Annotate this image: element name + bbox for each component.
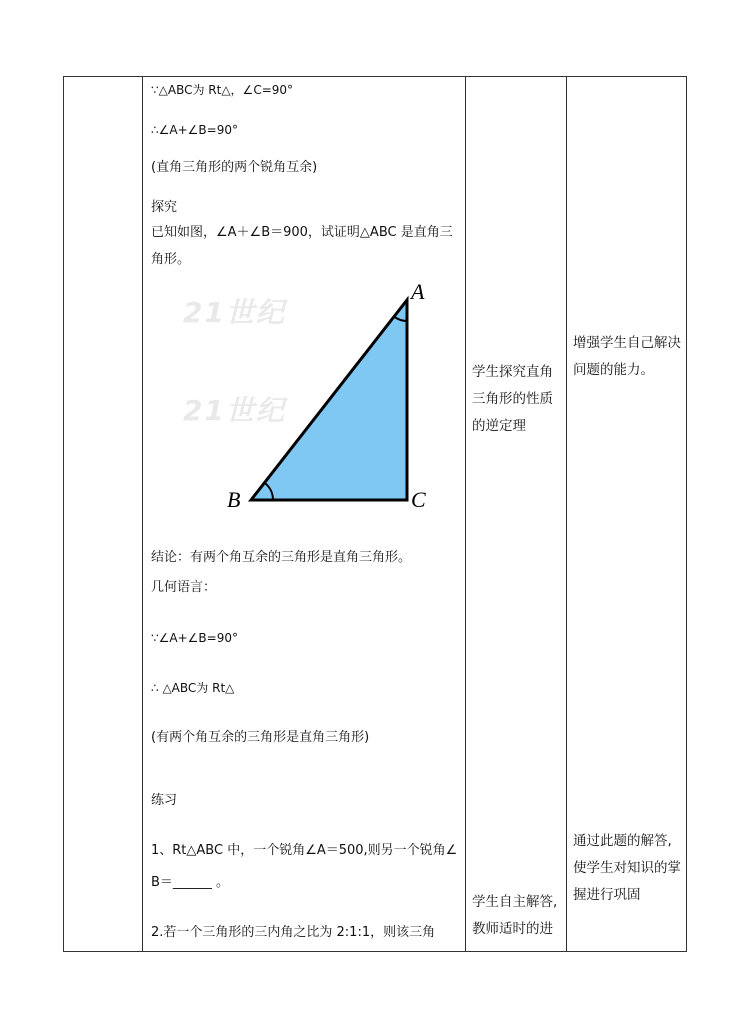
vertex-label-c: C — [411, 487, 426, 512]
conclusion-reason: (有两个角互余的三角形是直角三角形) — [151, 730, 370, 745]
question-1-line-2: B＝______ 。 — [151, 875, 230, 890]
conclusion-statement: ∴ △ABC为 Rt△ — [151, 681, 235, 695]
given-statement: ∵△ABC为 Rt△，∠C=90° — [151, 83, 294, 97]
purpose-cell — [567, 77, 687, 952]
purpose-practice: 通过此题的解答,使学生对知识的掌握进行巩固 — [573, 833, 681, 903]
content-cell — [143, 77, 466, 952]
because-statement: ∵∠A+∠B=90° — [151, 631, 238, 645]
purpose-explore: 增强学生自己解决问题的能力。 — [573, 335, 681, 378]
question-1-line-1: 1、Rt△ABC 中，一个锐角∠A＝500,则另一个锐角∠ — [151, 843, 458, 858]
activity-practice: 学生自主解答,教师适时的进 — [472, 894, 558, 937]
therefore-statement: ∴∠A+∠B=90° — [151, 123, 238, 137]
reason-note: (直角三角形的两个锐角互余) — [151, 160, 318, 175]
practice-heading: 练习 — [151, 793, 178, 808]
activity-cell — [466, 77, 567, 952]
vertex-label-a: A — [411, 279, 425, 304]
watermark-logo: 21世纪 — [183, 296, 286, 329]
explore-problem: 已知如图，∠A＋∠B＝900，试证明△ABC 是直角三角形。 — [151, 225, 453, 267]
watermark-logo: 21世纪 — [183, 394, 286, 427]
question-2-line-1: 2.若一个三角形的三内角之比为 2:1:1，则该三角 — [151, 925, 436, 940]
lesson-table — [63, 76, 687, 952]
triangle-figure — [143, 277, 465, 517]
conclusion: 结论：有两个角互余的三角形是直角三角形。 — [151, 550, 412, 565]
geometry-language-label: 几何语言： — [151, 580, 217, 595]
left-column-cell — [64, 77, 143, 952]
activity-explore: 学生探究直角三角形的性质的逆定理 — [472, 364, 553, 434]
explore-heading: 探究 — [151, 200, 178, 215]
vertex-label-b: B — [227, 487, 241, 512]
